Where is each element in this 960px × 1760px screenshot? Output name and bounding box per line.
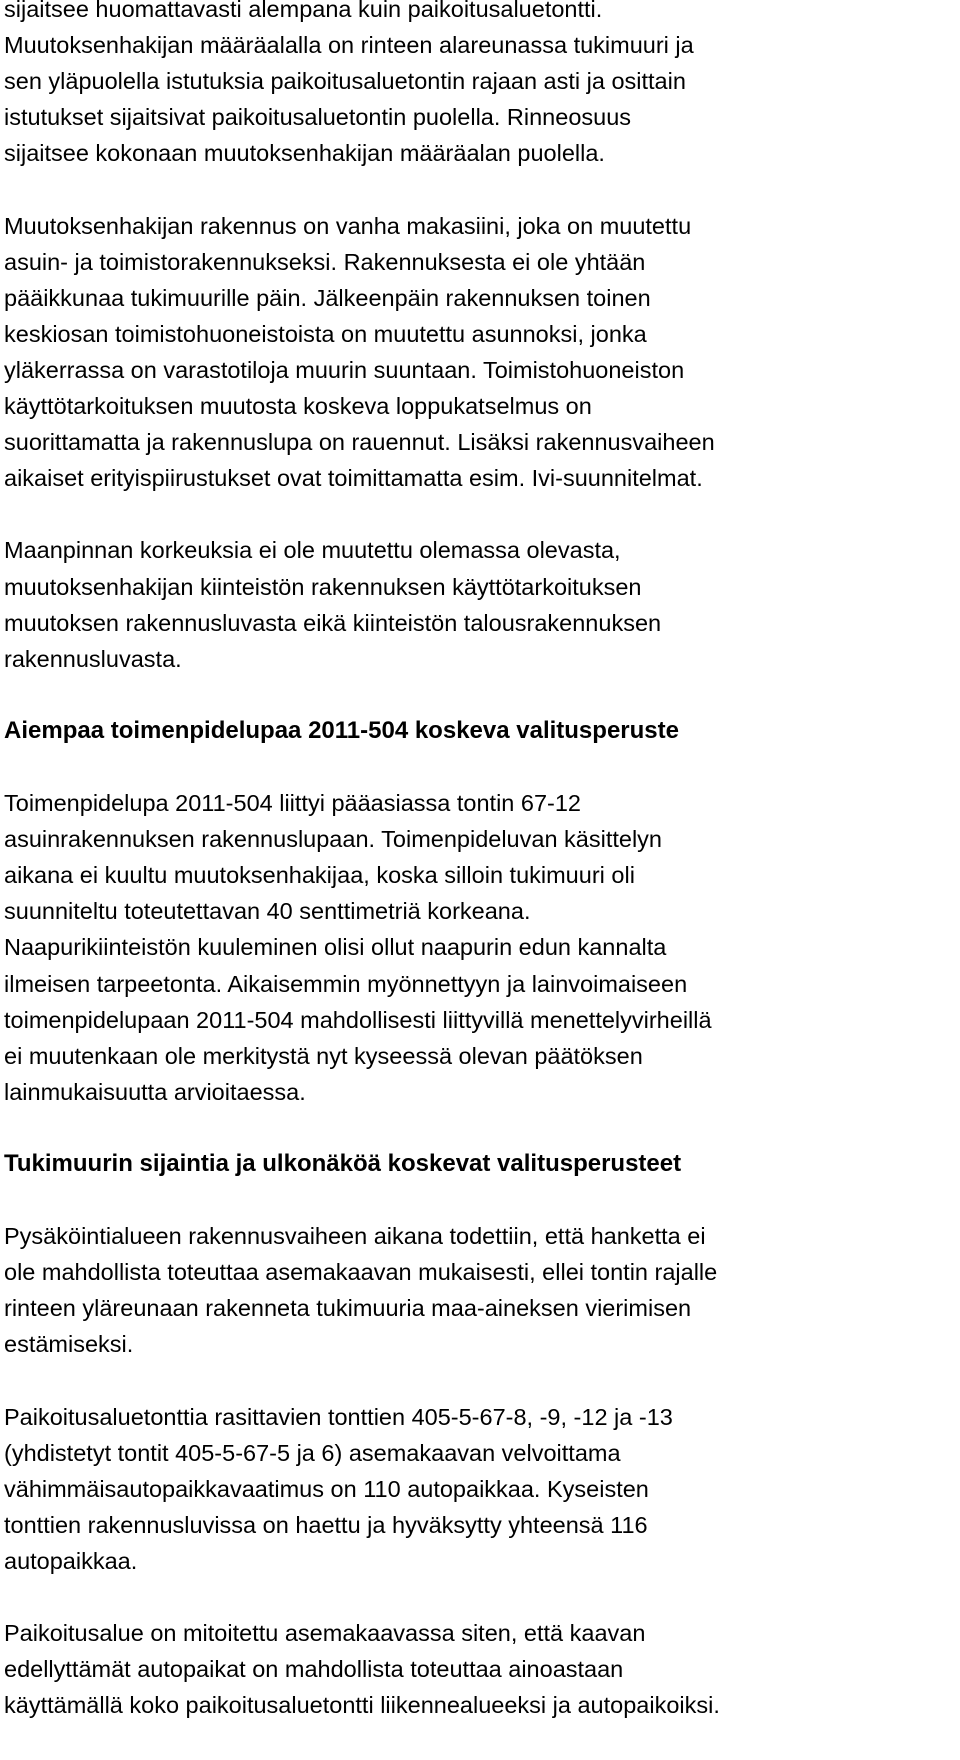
paragraph-parking-requirement: Paikoitusaluetonttia rasittavien tonttien 405-5-67-8, -9, -12 ja -13 (yhdistetyt tontit 405-5-67-5 ja 6) asemakaavan velvoittama vähimmäisautopaikkavaatimus on 110 autopaikkaa. Kyseisten tonttien rakennusluvissa on haettu ja hyväksytty yhteensä 116 autopaikkaa. bbox=[4, 1403, 673, 1575]
section-heading-permit-2011-504: Aiempaa toimenpidelupaa 2011-504 koskeva valitusperuste bbox=[4, 716, 679, 744]
paragraph-ground-levels: Maanpinnan korkeuksia ei ole muutettu olemassa olevasta, muutoksenhakijan kiinteistön rakennuksen käyttötarkoituksen muutoksen rakennusluvasta eikä kiinteistön talousrakennuksen rakennusluvasta. bbox=[4, 537, 662, 672]
paragraph-construction-phase: Pysäköintialueen rakennusvaiheen aikana todettiin, että hanketta ei ole mahdollista toteuttaa asemakaavan mukaisesti, ellei tontin rajalle rinteen yläreunaan rakenneta tukimuuria maa-aineksen vierimisen estämiseksi. bbox=[4, 1223, 718, 1358]
paragraph-parking-dimensioning: Paikoitusalue on mitoitettu asemakaavassa siten, että kaavan edellyttämät autopaikat on mahdollista toteuttaa ainoastaan käyttämällä koko paikoitusaluetontti liikennealueeksi ja autopaikoiksi. bbox=[4, 1620, 720, 1719]
section-heading-retaining-wall: Tukimuurin sijaintia ja ulkonäköä koskevat valitusperusteet bbox=[4, 1150, 682, 1177]
paragraph-parking-lot-location: sijaitsee huomattavasti alempana kuin paikoitusaluetontti. Muutoksenhakijan määräalalla on rinteen alareunassa tukimuuri ja sen yläpuolella istutuksia paikoitusaluetontin rajaan asti ja osittain istutukset sijaitsivat paikoitusaluetontin puolella. Rinneosuus sijaitsee kokonaan muutoksenhakijan määräalan puolella. bbox=[4, 0, 694, 167]
document-page bbox=[4, 0, 956, 1760]
paragraph-permit-2011-504: Toimenpidelupa 2011-504 liittyi pääasiassa tontin 67-12 asuinrakennuksen rakennuslupaan. Toimenpideluvan käsittelyn aikana ei kuultu muutoksenhakijaa, koska silloin tukimuuri oli suunniteltu toteutettavan 40 senttimetriä korkeana. Naapurikiinteistön kuuleminen olisi ollut naapurin edun kannalta ilmeisen tarpeetonta. Aikaisemmin myönnettyyn ja lainvoimaiseen toimenpidelupaan 2011-504 mahdollisesti liittyvillä menettelyvirheillä ei muutenkaan ole merkitystä nyt kyseessä olevan päätöksen lainmukaisuutta arvioitaessa. bbox=[4, 790, 712, 1105]
paragraph-appellant-building: Muutoksenhakijan rakennus on vanha makasiini, joka on muutettu asuin- ja toimistorakennukseksi. Rakennuksesta ei ole yhtään pääikkunaa tukimuurille päin. Jälkeenpäin rakennuksen toinen keskiosan toimistohuoneistoista on muutettu asunnoksi, jonka yläkerrassa on varastotiloja muurin suuntaan. Toimistohuoneiston käyttötarkoituksen muutosta koskeva loppukatselmus on suorittamatta ja rakennuslupa on rauennut. Lisäksi rakennusvaiheen aikaiset erityispiirustukset ovat toimittamatta esim. Ivi-suunnitelmat. bbox=[4, 212, 715, 492]
